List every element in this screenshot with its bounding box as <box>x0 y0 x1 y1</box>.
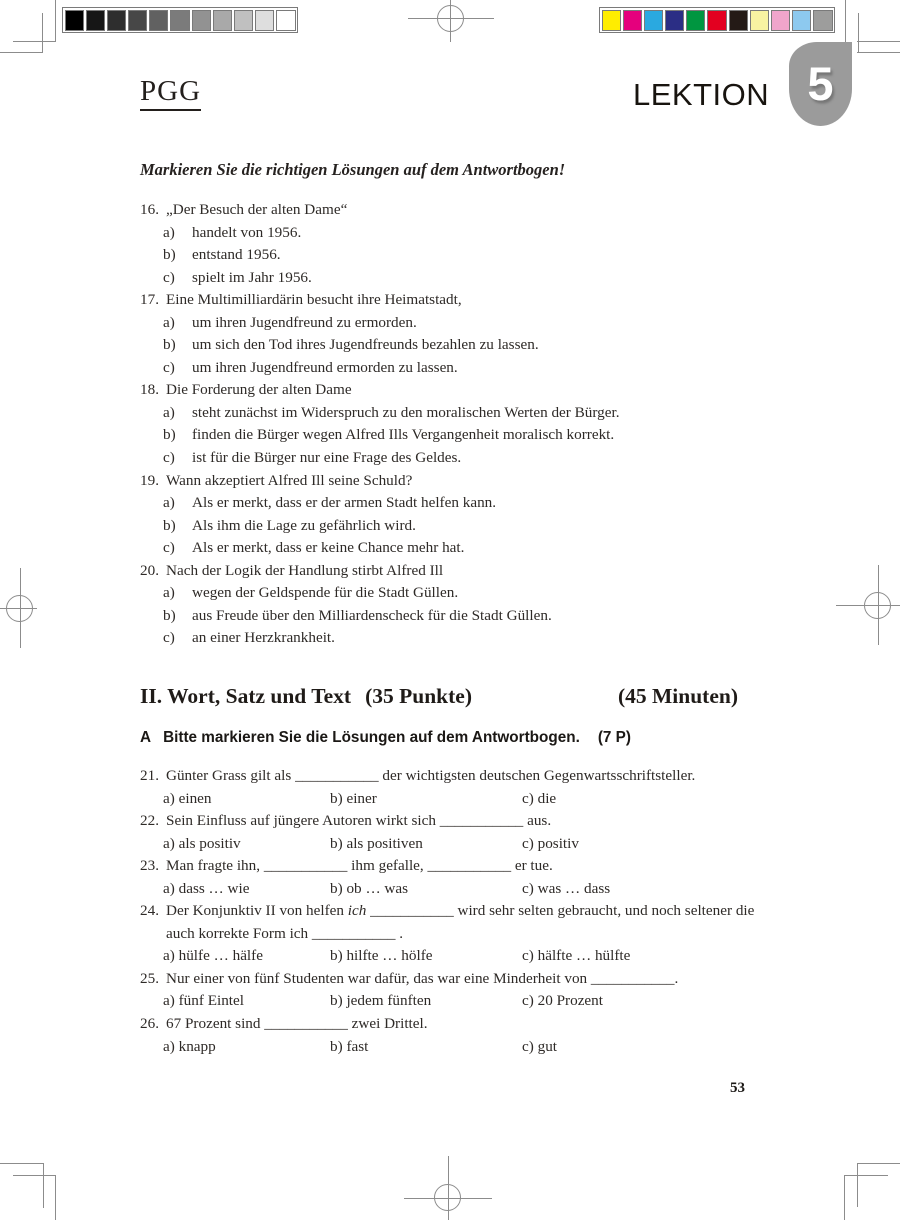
option-label: a) <box>163 789 175 807</box>
color-swatch <box>813 10 832 31</box>
option-row <box>140 833 840 856</box>
option-label: a) <box>163 834 175 852</box>
crop-mark-line <box>13 1175 56 1176</box>
option-label: b) <box>330 789 343 807</box>
question-row <box>140 765 840 788</box>
option-text: fast <box>346 1037 369 1055</box>
option-label: c) <box>522 834 534 852</box>
option-text: Als ihm die Lage zu gefährlich wird. <box>192 516 416 534</box>
option-cell <box>522 990 603 1013</box>
lesson-number: 5 <box>807 56 834 110</box>
crop-mark-line <box>0 1163 44 1164</box>
crop-mark-line <box>13 41 56 42</box>
option-cell <box>330 833 423 856</box>
question-text <box>166 470 412 493</box>
crop-mark-line <box>42 13 43 53</box>
color-swatch <box>602 10 621 31</box>
option-cell <box>330 1036 368 1059</box>
question-row <box>140 855 840 878</box>
option-label: b) <box>330 879 343 897</box>
option-row <box>140 1036 840 1059</box>
question-number: 22. <box>140 812 159 830</box>
color-swatch <box>707 10 726 31</box>
option-label: c) <box>163 629 175 647</box>
option-cell <box>330 878 408 901</box>
crop-mark-line <box>55 1175 56 1220</box>
option-row <box>140 424 840 447</box>
option-text: einer <box>346 789 377 807</box>
option-cell <box>522 1036 557 1059</box>
color-swatch <box>771 10 790 31</box>
color-calibration-bar <box>599 7 835 33</box>
option-row <box>140 244 840 267</box>
option-label: b) <box>163 336 176 354</box>
option-label: a) <box>163 992 175 1010</box>
vocabulary-questions-list <box>140 765 840 1058</box>
reading-questions-list <box>140 199 840 650</box>
subsection-heading-row <box>140 729 631 747</box>
question-text <box>166 199 347 222</box>
section-heading: II. Wort, Satz und Text <box>140 684 352 708</box>
option-label: c) <box>522 789 534 807</box>
option-row <box>140 515 840 538</box>
option-label: a) <box>163 313 175 331</box>
option-text: spielt im Jahr 1956. <box>192 268 312 286</box>
crop-mark-line <box>857 1163 900 1164</box>
grayscale-swatch <box>107 10 126 31</box>
option-row <box>140 357 840 380</box>
option-row <box>140 582 840 605</box>
question-number: 25. <box>140 969 159 987</box>
crop-mark-line <box>858 13 859 53</box>
grayscale-swatch <box>128 10 147 31</box>
option-row <box>140 492 840 515</box>
option-text: positiv <box>537 834 579 852</box>
option-label: b) <box>330 992 343 1010</box>
option-label: a) <box>163 947 175 965</box>
option-text: hülfe … hälfe <box>178 947 263 965</box>
subsection-points: (7 P) <box>597 729 631 746</box>
subsection-label: A <box>140 729 152 746</box>
option-row <box>140 447 840 470</box>
option-label: a) <box>163 494 175 512</box>
option-cell <box>522 945 630 968</box>
question-text-segment: Eine Multimilliardärin besucht ihre Heimatstadt, <box>166 291 462 309</box>
question-number: 20. <box>140 561 159 579</box>
grayscale-calibration-bar <box>62 7 298 33</box>
option-text: hilfte … hölfe <box>346 947 433 965</box>
grayscale-swatch <box>255 10 274 31</box>
option-text: die <box>537 789 557 807</box>
option-label: c) <box>163 358 175 376</box>
option-label: c) <box>163 449 175 467</box>
option-cell <box>330 788 377 811</box>
option-cell <box>163 990 244 1013</box>
option-text: einen <box>178 789 212 807</box>
question-text <box>166 379 352 402</box>
question-text <box>166 560 443 583</box>
option-cell <box>522 788 556 811</box>
option-cell <box>330 990 431 1013</box>
option-label: c) <box>163 539 175 557</box>
option-text: Als er merkt, dass er keine Chance mehr hat. <box>192 539 465 557</box>
option-text: jedem fünften <box>346 992 432 1010</box>
option-row <box>140 267 840 290</box>
option-row <box>140 878 840 901</box>
question-row <box>140 470 840 493</box>
option-label: a) <box>163 1037 175 1055</box>
registration-circle-icon <box>434 1184 461 1211</box>
question-number: 16. <box>140 201 159 218</box>
option-label: b) <box>163 246 176 264</box>
crop-mark-line <box>844 1175 845 1220</box>
question-number: 24. <box>140 902 159 920</box>
option-cell <box>163 788 212 811</box>
question-row <box>140 560 840 583</box>
question-text-segment: auch korrekte Form ich ___________ . <box>166 924 404 942</box>
question-text-segment: Die Forderung der alten Dame <box>166 381 352 399</box>
grayscale-swatch <box>213 10 232 31</box>
option-label: b) <box>330 1037 343 1055</box>
option-text: Als er merkt, dass er der armen Stadt helfen kann. <box>192 494 497 512</box>
grayscale-swatch <box>192 10 211 31</box>
option-row <box>140 945 840 968</box>
option-text: um sich den Tod ihres Jugendfreunds bezahlen zu lassen. <box>192 336 539 354</box>
question-text-segment: ___________ wird sehr selten gebraucht, und noch seltener die <box>366 902 755 920</box>
crop-mark-line <box>857 1163 858 1207</box>
option-cell <box>163 945 263 968</box>
grayscale-swatch <box>65 10 84 31</box>
grayscale-swatch <box>149 10 168 31</box>
option-text: hälfte … hülfte <box>537 947 631 965</box>
question-text-segment: „Der Besuch der alten Dame“ <box>166 201 348 218</box>
grayscale-swatch <box>170 10 189 31</box>
option-text: was … dass <box>537 879 611 897</box>
color-swatch <box>792 10 811 31</box>
option-text: als positiv <box>178 834 241 852</box>
course-title: PGG <box>140 75 201 111</box>
grayscale-swatch <box>276 10 295 31</box>
question-text <box>166 810 551 833</box>
instruction-text: Markieren Sie die richtigen Lösungen auf dem Antwortbogen! <box>140 160 566 179</box>
option-text: um ihren Jugendfreund ermorden zu lassen. <box>192 358 458 376</box>
question-row <box>140 199 840 222</box>
option-text: wegen der Geldspende für die Stadt Güllen. <box>192 584 459 602</box>
option-text: aus Freude über den Milliardenscheck für die Stadt Güllen. <box>192 606 552 624</box>
question-row <box>140 810 840 833</box>
option-text: dass … wie <box>178 879 250 897</box>
section-duration: (45 Minuten) <box>617 684 738 708</box>
question-number: 21. <box>140 767 159 784</box>
option-text: finden die Bürger wegen Alfred Ills Vergangenheit moralisch korrekt. <box>192 426 615 444</box>
grayscale-swatch <box>234 10 253 31</box>
option-label: a) <box>163 584 175 602</box>
option-label: c) <box>163 268 175 286</box>
question-text <box>166 1013 428 1036</box>
option-text: gut <box>537 1037 558 1055</box>
option-cell <box>522 833 579 856</box>
option-row <box>140 222 840 245</box>
question-text-segment: Nach der Logik der Handlung stirbt Alfred Ill <box>166 561 444 579</box>
crop-mark-line <box>43 1163 44 1208</box>
option-cell <box>330 945 433 968</box>
question-row <box>140 1013 840 1036</box>
question-row <box>140 379 840 402</box>
option-text: knapp <box>178 1037 216 1055</box>
crop-mark-line <box>857 52 900 53</box>
registration-circle-icon <box>437 5 464 32</box>
section-heading-row <box>140 684 738 709</box>
option-text: steht zunächst im Widerspruch zu den moralischen Werten der Bürger. <box>192 403 620 421</box>
option-row <box>140 537 840 560</box>
question-text-segment: Nur einer von fünf Studenten war dafür, das war eine Minderheit von ___________. <box>166 969 679 987</box>
question-number: 19. <box>140 471 159 489</box>
question-number: 23. <box>140 857 159 875</box>
option-label: c) <box>522 947 534 965</box>
crop-mark-line <box>857 41 900 42</box>
grayscale-swatch <box>86 10 105 31</box>
question-text-segment: Der Konjunktiv II von helfen <box>166 902 348 920</box>
color-swatch <box>686 10 705 31</box>
option-label: b) <box>163 426 176 444</box>
option-text: ob … was <box>346 879 409 897</box>
question-number: 26. <box>140 1015 159 1033</box>
question-text <box>166 968 678 991</box>
lesson-number-badge <box>789 42 852 126</box>
color-swatch <box>665 10 684 31</box>
question-text <box>166 923 403 946</box>
crop-mark-line <box>0 52 43 53</box>
option-label: b) <box>163 606 176 624</box>
subsection-text: Bitte markieren Sie die Lösungen auf dem Antwortbogen. <box>163 729 580 746</box>
option-label: b) <box>330 834 343 852</box>
option-row <box>140 788 840 811</box>
option-row <box>140 990 840 1013</box>
option-label: b) <box>163 516 176 534</box>
registration-circle-icon <box>6 595 33 622</box>
option-text: entstand 1956. <box>192 246 281 264</box>
color-swatch <box>750 10 769 31</box>
option-label: c) <box>522 879 534 897</box>
option-label: c) <box>522 1037 534 1055</box>
question-text <box>166 855 553 878</box>
option-row <box>140 605 840 628</box>
question-number: 18. <box>140 381 159 399</box>
question-row <box>140 900 840 923</box>
color-swatch <box>644 10 663 31</box>
option-cell <box>163 878 249 901</box>
option-text: fünf Eintel <box>178 992 244 1010</box>
option-text: handelt von 1956. <box>192 223 302 241</box>
question-row <box>140 968 840 991</box>
page-number: 53 <box>730 1080 745 1096</box>
option-text: 20 Prozent <box>537 992 603 1010</box>
section-points: (35 Punkte) <box>365 684 472 708</box>
option-label: a) <box>163 403 175 421</box>
question-text-segment: Man fragte ihn, ___________ ihm gefalle, ___________ er tue. <box>166 857 553 875</box>
option-label: b) <box>330 947 343 965</box>
registration-circle-icon <box>864 592 891 619</box>
crop-mark-line <box>844 1175 888 1176</box>
question-text <box>166 765 695 788</box>
color-swatch <box>623 10 642 31</box>
question-text-segment: Günter Grass gilt als ___________ der wichtigsten deutschen Gegenwartsschriftsteller. <box>166 767 696 784</box>
option-row <box>140 402 840 425</box>
question-text <box>166 289 462 312</box>
option-label: a) <box>163 879 175 897</box>
option-row <box>140 312 840 335</box>
option-cell <box>163 833 241 856</box>
lesson-label: LEKTION <box>633 77 770 112</box>
option-row <box>140 627 840 650</box>
color-swatch <box>729 10 748 31</box>
question-row <box>140 923 840 946</box>
question-text-segment: Wann akzeptiert Alfred Ill seine Schuld? <box>166 471 413 489</box>
option-label: a) <box>163 223 175 241</box>
option-text: ist für die Bürger nur eine Frage des Geldes. <box>192 449 462 467</box>
option-cell <box>522 878 610 901</box>
option-row <box>140 334 840 357</box>
question-text <box>166 900 754 923</box>
option-text: als positiven <box>346 834 423 852</box>
question-text-segment: ich <box>347 902 367 920</box>
crop-mark-line <box>55 0 56 42</box>
option-text: um ihren Jugendfreund zu ermorden. <box>192 313 417 331</box>
question-row <box>140 289 840 312</box>
option-cell <box>163 1036 216 1059</box>
option-label: c) <box>522 992 534 1010</box>
question-number: 17. <box>140 291 159 309</box>
option-text: an einer Herzkrankheit. <box>192 629 335 647</box>
question-text-segment: 67 Prozent sind ___________ zwei Drittel. <box>166 1015 428 1033</box>
question-text-segment: Sein Einfluss auf jüngere Autoren wirkt sich ___________ aus. <box>166 812 552 830</box>
